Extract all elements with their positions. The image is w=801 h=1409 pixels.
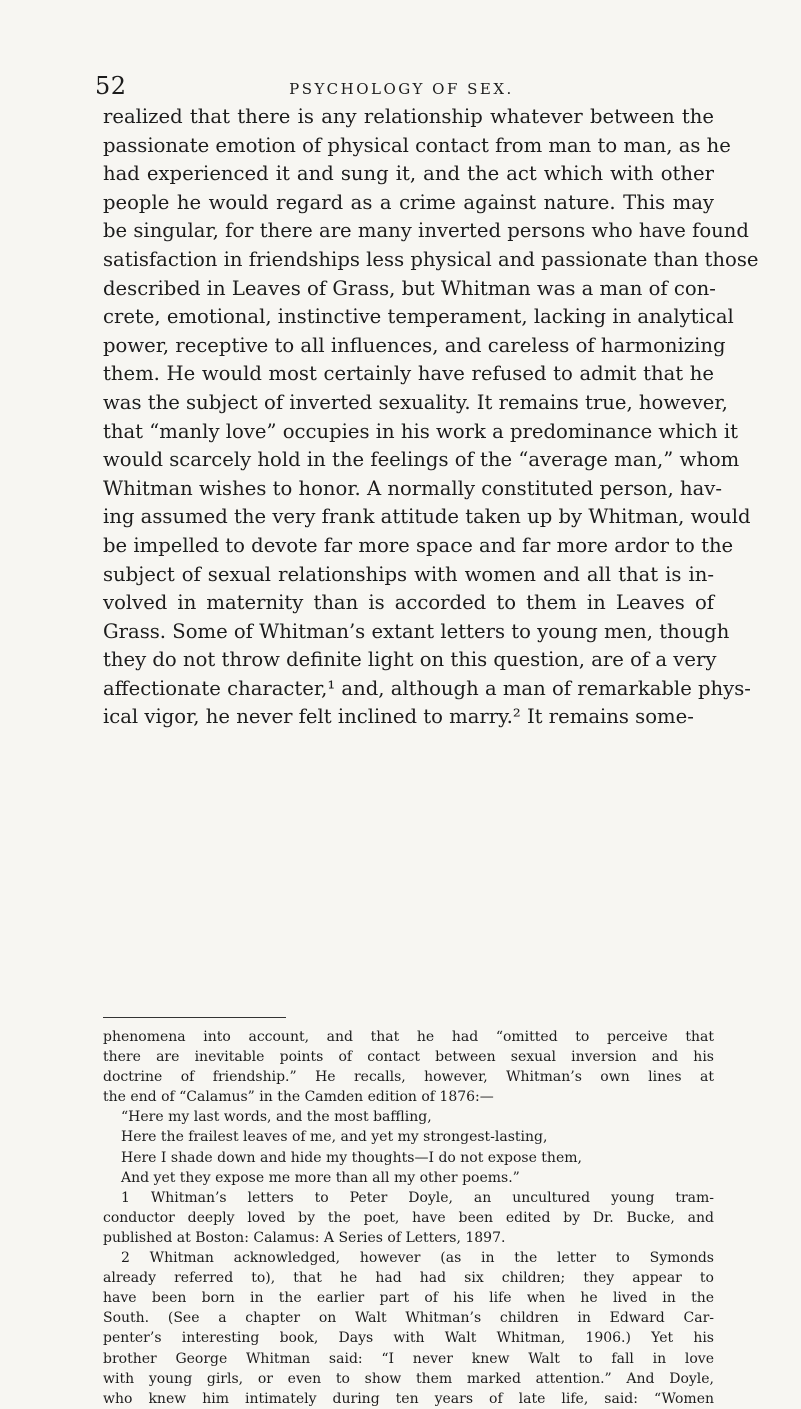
poem-line: Here the frailest leaves of me, and yet my strongest-lasting, xyxy=(121,1129,548,1146)
body-line: had experienced it and sung it, and the act which with other xyxy=(103,162,714,186)
body-line: was the subject of inverted sexuality. It remains true, however, xyxy=(103,390,728,414)
body-line: Grass. Some of Whitman’s extant letters to young men, though xyxy=(103,619,730,643)
body-line: crete, emotional, instinctive temperament, lacking in analytical xyxy=(103,305,734,329)
poem-line: And yet they expose me more than all my other poems.” xyxy=(121,1169,520,1186)
body-line: power, receptive to all influences, and careless of harmonizing xyxy=(103,333,726,357)
running-head: PSYCHOLOGY OF SEX. xyxy=(289,80,514,98)
page-header xyxy=(95,72,708,100)
body-line: be impelled to devote far more space and far more ardor to the xyxy=(103,533,734,557)
footnote-line: have been born in the earlier part of his life when he lived in the xyxy=(103,1290,714,1307)
footnote-line: 2 Whitman acknowledged, however (as in the letter to Symonds xyxy=(121,1250,714,1267)
footnote-line: conductor deeply loved by the poet, have been edited by Dr. Bucke, and xyxy=(103,1209,714,1226)
body-line: ing assumed the very frank attitude taken up by Whitman, would xyxy=(103,505,751,529)
poem-line: Here I shade down and hide my thoughts—I do not expose them, xyxy=(121,1149,582,1166)
footnote-line: with young girls, or even to show them marked attention.” And Doyle, xyxy=(103,1370,714,1387)
footnote-line: who knew him intimately during ten years of late life, said: “Women xyxy=(103,1390,714,1407)
footnote-line: the end of “Calamus” in the Camden edition of 1876:— xyxy=(103,1089,494,1106)
body-line: satisfaction in friendships less physical and passionate than those xyxy=(103,247,759,271)
body-line: passionate emotion of physical contact from man to man, as he xyxy=(103,133,731,157)
body-line: ical vigor, he never felt inclined to marry.² It remains some- xyxy=(103,705,694,729)
body-line: affectionate character,¹ and, although a man of remarkable phys- xyxy=(103,676,751,700)
body-line: people he would regard as a crime against nature. This may xyxy=(103,190,714,214)
body-line: volved in maternity than is accorded to them in Leaves of xyxy=(103,591,714,615)
body-text xyxy=(103,103,759,732)
body-line: them. He would most certainly have refused to admit that he xyxy=(103,362,714,386)
page-number: 52 xyxy=(95,72,127,100)
footnote-line: phenomena into account, and that he had “omitted to perceive that xyxy=(103,1029,714,1045)
body-line: would scarcely hold in the feelings of the “average man,” whom xyxy=(103,448,740,472)
body-line: be singular, for there are many inverted persons who have found xyxy=(103,219,749,243)
body-line: they do not throw definite light on this question, are of a very xyxy=(103,648,717,672)
footnotes xyxy=(103,1027,714,1409)
body-line: realized that there is any relationship whatever between the xyxy=(103,105,714,128)
footnote-line: South. (See a chapter on Walt Whitman’s children in Edward Car- xyxy=(103,1310,714,1327)
body-line: subject of sexual relationships with women and all that is in- xyxy=(103,562,714,586)
body-line: that “manly love” occupies in his work a predominance which it xyxy=(103,419,739,443)
poem-line: “Here my last words, and the most baffling, xyxy=(121,1109,432,1126)
footnote-line: already referred to), that he had had six children; they appear to xyxy=(103,1270,714,1287)
footnote-line: doctrine of friendship.” He recalls, however, Whitman’s own lines at xyxy=(103,1069,714,1086)
footnote-line: penter’s interesting book, Days with Walt Whitman, 1906.) Yet his xyxy=(103,1330,714,1347)
footnote-line: published at Boston: Calamus: A Series of Letters, 1897. xyxy=(103,1229,506,1246)
footnote-line: there are inevitable points of contact between sexual inversion and his xyxy=(103,1049,714,1066)
body-line: described in Leaves of Grass, but Whitman was a man of con- xyxy=(103,276,716,300)
footnote-divider xyxy=(103,1017,286,1018)
body-line: Whitman wishes to honor. A normally constituted person, hav- xyxy=(103,476,722,500)
footnote-line: brother George Whitman said: “I never knew Walt to fall in love xyxy=(103,1350,714,1367)
footnote-line: 1 Whitman’s letters to Peter Doyle, an uncultured young tram- xyxy=(121,1189,714,1206)
